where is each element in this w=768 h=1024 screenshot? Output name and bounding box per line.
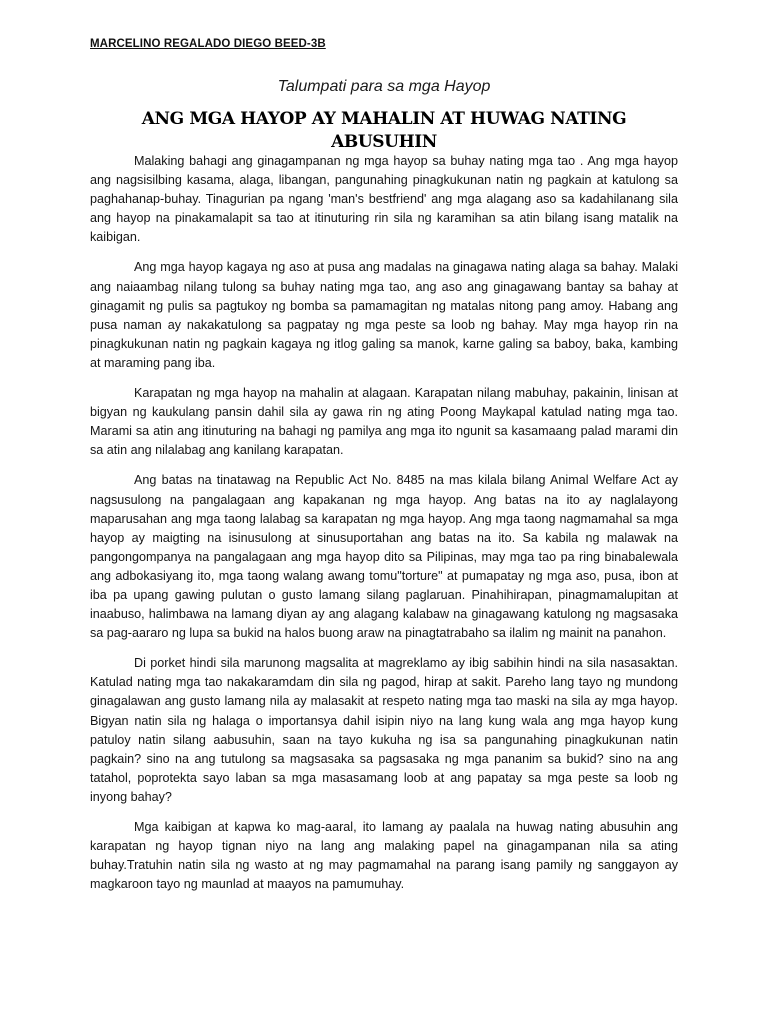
author-line: MARCELINO REGALADO DIEGO BEED-3B bbox=[90, 38, 326, 50]
speech-title: ANG MGA HAYOP AY MAHALIN AT HUWAG NATING ABUSUHIN bbox=[141, 109, 627, 152]
paragraph-6: Mga kaibigan at kapwa ko mag-aaral, ito lamang ay paalala na huwag nating abusuhin ang karapatan ng hayop tignan niyo na lang ang malaking papel na ginagampanan nila sa ating buhay.Tratuhin natin sila ng wasto at ng may pagmamahal na parang isang pamily ng sanggayon ay magkaroon tayo ng maunlad at maayos na pamumuhay. bbox=[90, 820, 678, 892]
paragraph-4: Ang batas na tinatawag na Republic Act No. 8485 na mas kilala bilang Animal Welfare Act ay nagsusulong na pangalagaan ang kapakanan ng mga hayop. Ang batas na ito ay naglalayong maparusahan ang mga taong lalabag sa karapatan ng mga hayop. Ang mga taong nagmamahal sa mga hayop ay maigting na isinusulong at sinusuportahan ang batas na ito. Sa kabila ng malawak na pangongompanya na pangalagaan ang mga hayop dito sa Pilipinas, may mga tao pa ring binabalewala ang adbokasiyang ito, mga taong walang awang tomu"torture" at pumapatay ng mga aso, pusa, ibon at iba pa upang gawing pulutan o gusto lamang silang paglaruan. Pinahihirapan, pinagmamalupitan at inaabuso, halimbawa na lamang diyan ay ang alagang kalabaw na ginagawang katulong ng magsasaka sa pag-aararo ng lupa sa bukid na halos buong araw na pinagtatrabaho sa ilalim ng mainit na panahon. bbox=[90, 473, 678, 641]
speech-subtitle: Talumpati para sa mga Hayop bbox=[277, 78, 491, 95]
paragraph-1: Malaking bahagi ang ginagampanan ng mga hayop sa buhay nating mga tao . Ang mga hayop ang nagsisilbing kasama, alaga, libangan, pangunahing pinagkukunan natin ng pagkain at katulong sa paghahanap-buhay. Tinagurian pa ngang 'man's bestfriend' ang mga alagang aso sa kadahilanang sila ang hayop na pinakamalapit sa tao at itinuturing rin sila ng karamihan sa atin bilang isang matalik na kaibigan. bbox=[90, 154, 678, 245]
paragraph-5: Di porket hindi sila marunong magsalita at magreklamo ay ibig sabihin hindi na sila nasasaktan. Katulad nating mga tao nakakaramdam din sila ng pagod, hirap at sakit. Pareho lang tayo ng mundong ginagalawan ang gusto lamang nila ay malasakit at respeto nating mga tao maski na sila ay mga hayop. Bigyan natin sila ng halaga o importansya dahil isipin niyo na lang kung wala ang mga hayop kung patuloy natin silang aabusuhin, saan na tayo kukuha ng isa sa pangunahing pinagkukunan natin pagkain? sino na ang tutulong sa magsasaka sa pagsasaka ng mga pananim sa bukid? sino na ang tatahol, poprotekta sayo laban sa mga masasamang loob at ang papatay sa mga peste sa loob ng inyong bahay? bbox=[90, 656, 678, 804]
speech-body bbox=[90, 152, 678, 905]
paragraph-3: Karapatan ng mga hayop na mahalin at alagaan. Karapatan nilang mabuhay, pakainin, linisan at bigyan ng kaukulang pansin dahil sila ay gawa rin ng ating Poong Maykapal katulad nating mga tao. Marami sa atin ang itinuturing na bahagi ng pamilya ang mga ito ngunit sa kasamaang palad marami din sa atin ang nilalabag ang kanilang karapatan. bbox=[90, 386, 678, 458]
paragraph-2: Ang mga hayop kagaya ng aso at pusa ang madalas na ginagawa nating alaga sa bahay. Malaki ang naiaambag nilang tulong sa buhay nating mga tao, ang aso ang ginagawang bantay sa bahay at ginagamit ng pulis sa pagtukoy ng bomba sa pamamagitan ng matalas nitong pang amoy. Habang ang pusa naman ay nakakatulong sa pagpatay ng mga peste sa loob ng bahay. May mga hayop rin na pinagkukunan natin ng pagkain kagaya ng itlog galing sa manok, karne galing sa baboy, baka, kambing at maraming pang iba. bbox=[90, 260, 678, 370]
